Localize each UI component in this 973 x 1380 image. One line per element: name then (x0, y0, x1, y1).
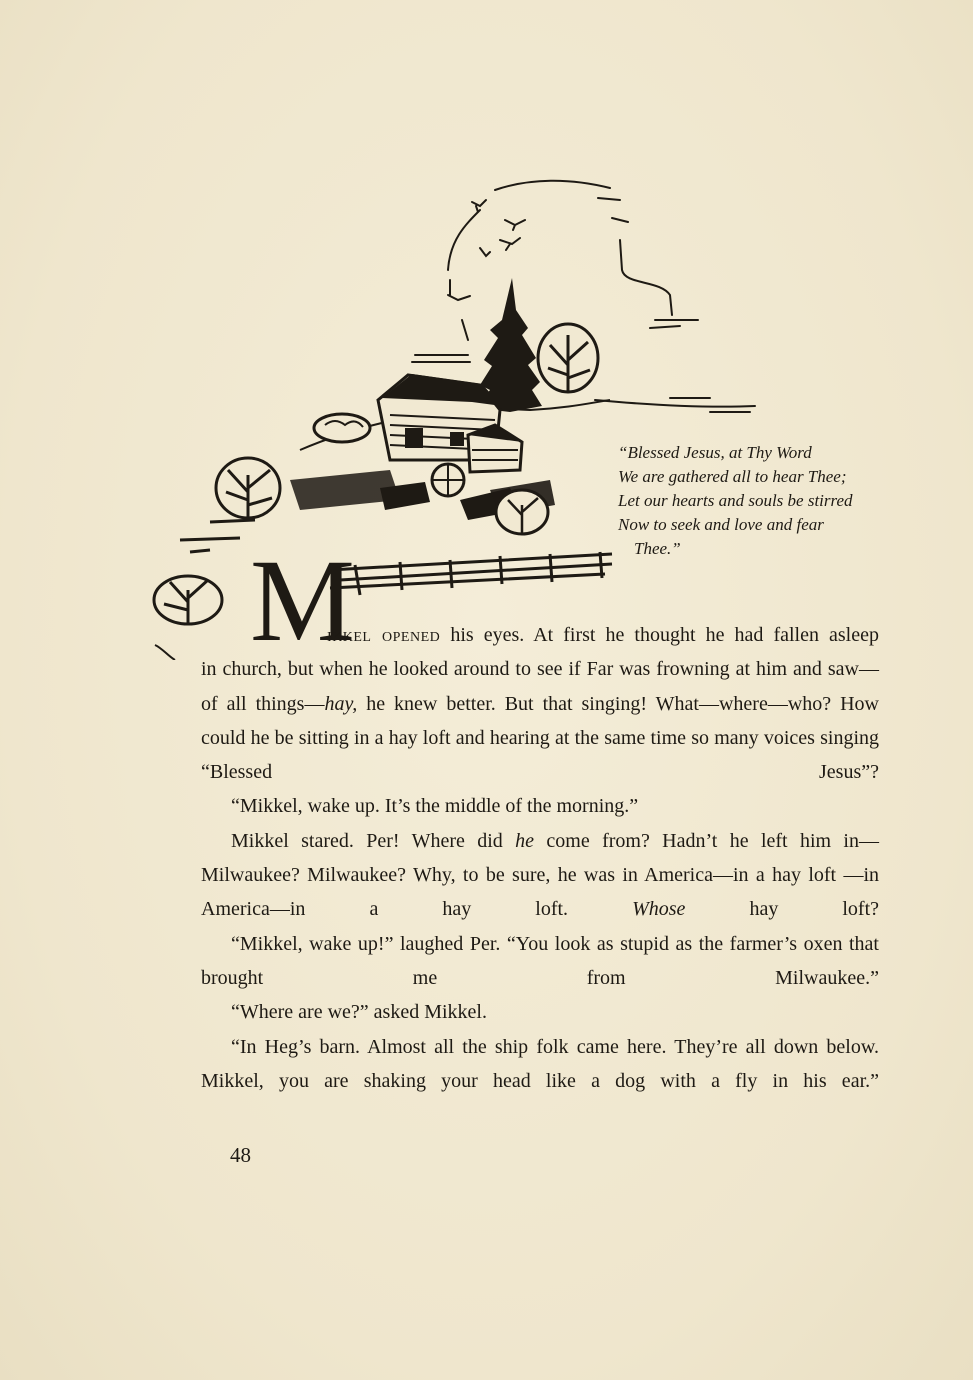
hymn-line: Let our hearts and souls be stirred (618, 491, 853, 510)
opening-small-caps: ikkel opened (327, 624, 441, 646)
bird-4 (480, 248, 490, 256)
shed (468, 425, 522, 472)
bird-3 (500, 238, 520, 250)
wind-lines (595, 398, 755, 412)
right-bush-tree (496, 490, 548, 534)
paragraph-opening: ikkel opened his eyes. At first he thought he had fallen asleep in church, but when he looked around to see if Far was frowning at him and saw—of all things—hay, he knew better. But that singing! What—where—who? How could he be sitting in a hay loft and hearing at the same time so many voices singing “Blessed Jesus”? (201, 624, 880, 784)
chapter-body (201, 618, 879, 1098)
bush-left (314, 414, 370, 442)
page-number: 48 (230, 1143, 251, 1167)
left-tree (216, 458, 280, 518)
paragraph: “Where are we?” asked Mikkel. (231, 1001, 487, 1024)
hymn-line: “Blessed Jesus, at Thy Word (618, 443, 812, 462)
fence (180, 520, 612, 595)
bird-2 (505, 220, 525, 230)
paragraph: Mikkel stared. Per! Where did he come from? Hadn’t he left him in—Milwaukee? Milwaukee? Why, to be sure, he was in America—in a hay loft —in America—in a hay loft. Whose hay loft? (201, 829, 880, 921)
farm-illustration (150, 170, 770, 660)
round-tree (538, 324, 598, 392)
hymn-line: Thee.” (634, 539, 681, 558)
hymn-line: Now to seek and love and fear (618, 515, 824, 534)
paragraph: “Mikkel, wake up. It’s the middle of the morning.” (231, 795, 639, 818)
bird-5 (448, 295, 470, 300)
hymn-quote (618, 441, 898, 561)
hymn-line: We are gathered all to hear Thee; (618, 467, 847, 486)
paragraph: “Mikkel, wake up!” laughed Per. “You look as stupid as the farmer’s oxen that brought me from Milwaukee.” (201, 932, 879, 989)
drop-cap-letter: M (250, 535, 355, 660)
paragraph: “In Heg’s barn. Almost all the ship folk came here. They’re all down below. Mikkel, you are shaking your head like a dog with a fly in his ear.” (201, 1035, 879, 1092)
